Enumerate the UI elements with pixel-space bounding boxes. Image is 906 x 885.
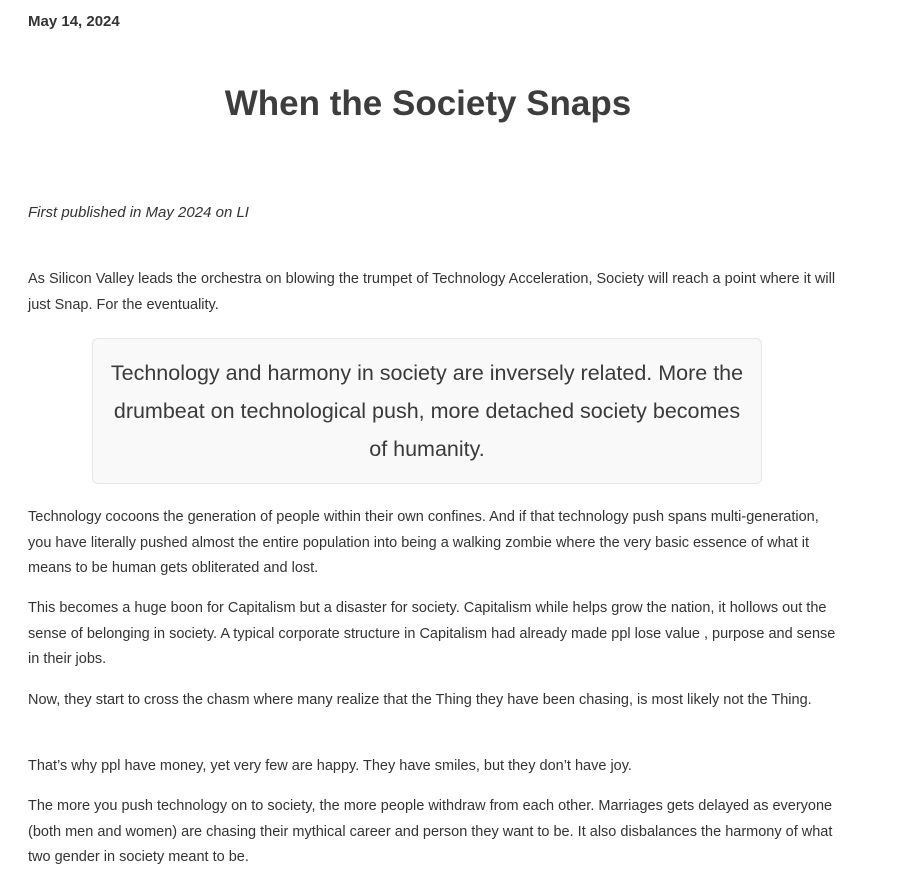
body-paragraph-3: Now, they start to cross the chasm where many realize that the Thing they have been chasing, is most likely not the Thing. — [28, 692, 812, 708]
body-paragraph-1: Technology cocoons the generation of people within their own confines. And if that technology push spans multi-generation, you have literally pushed almost the entire population into being a walking zombie where the very basic essence of what it means to be human gets obliterated and lost. — [28, 509, 819, 576]
post-date: May 14, 2024 — [28, 13, 120, 30]
body-paragraph-2: This becomes a huge boon for Capitalism but a disaster for society. Capitalism while helps grow the nation, it hollows out the sense of belonging in society. A typical corporate structure in Capitalism had already made ppl lose value , purpose and sense in their jobs. — [28, 600, 836, 667]
body-paragraph-5: The more you push technology on to society, the more people withdraw from each other. Marriages gets delayed as everyone (both men and women) are chasing their mythical career and person they want to be. It also disbalances the harmony of what two gender in society meant to be. — [28, 798, 833, 865]
body-paragraph-4: That’s why ppl have money, yet very few are happy. They have smiles, but they don’t have joy. — [28, 758, 632, 774]
post-title: When the Society Snaps — [224, 84, 632, 123]
post-subtitle: First published in May 2024 on LI — [28, 204, 249, 221]
pull-quote — [92, 338, 762, 484]
intro-paragraph: As Silicon Valley leads the orchestra on blowing the trumpet of Technology Acceleration, Society will reach a point where it will just Snap. For the eventuality. — [28, 271, 836, 313]
pull-quote-text: Technology and harmony in society are inversely related. More the drumbeat on technological push, more detached society becomes of humanity. — [110, 361, 744, 461]
